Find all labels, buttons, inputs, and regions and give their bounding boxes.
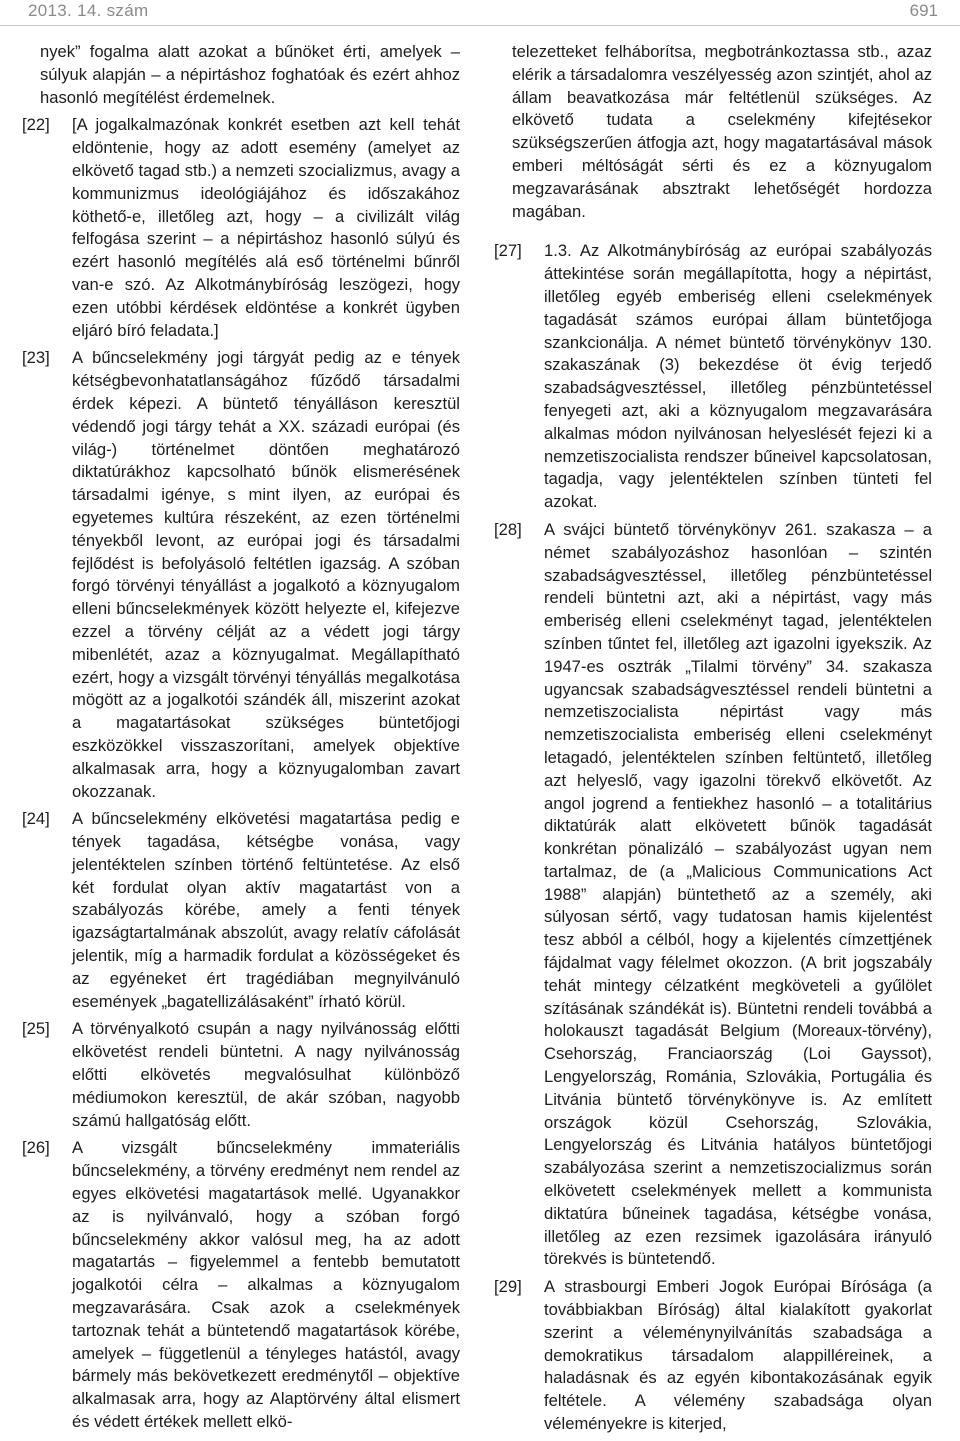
- paragraph-27: [494, 240, 932, 514]
- paragraph-text: A bűncselekmény elkövetési magatartása pedig e tények tagadása, kétségbe vonása, vagy jelentéktelen színben történő feltüntetése. Az első két fordulat olyan aktív magatartást von a szabályozás körébe, amely a fenti tények igazságtartalmának abszolút, avagy relatív cáfolását jelentik, míg a harmadik fordulat a közösségeket és az egyéneket ért tragédiában megnyilvánuló események „bagatellizálásaként” írható körül.: [72, 809, 460, 1011]
- paragraph-number: [25]: [22, 1019, 50, 1039]
- paragraph-29: [494, 1276, 932, 1436]
- paragraph-number: [22]: [22, 115, 50, 135]
- paragraph-text: A vizsgált bűncselekmény immateriális bűncselekmény, a törvény eredményt nem rendel az egyes elkövetési magatartások mellé. Ugyanakkor az is nyilvánvaló, hogy a szóban forgó bűncselekmény akkor valósul meg, ha az adott magatartás – figyelemmel a fentebb bemutatott jogalkotói célra – alkalmas a köznyugalom megzavarására. Csak azok a cselekmények tartoznak tehát a büntetendő magatartások körébe, amelyek – függetlenül a tényleges hatástól, avagy bármely más bekövetkezett eredménytől – objektíve alkalmasak arra, hogy az Alaptörvény által elismert és védett értékek mellett elkö-: [72, 1138, 460, 1432]
- paragraph-number: [27]: [494, 241, 522, 261]
- paragraph-text: nyek” fogalma alatt azokat a bűnöket érti, amelyek – súlyuk alapján – a népirtáshoz foghatóak és ezért ahhoz hasonló megítélést érdemelnek.: [40, 42, 460, 107]
- paragraph-24: [22, 808, 460, 1013]
- paragraph-number: [24]: [22, 809, 50, 829]
- paragraph-number: [28]: [494, 519, 522, 539]
- paragraph-26: [22, 1137, 460, 1433]
- paragraph-number: [26]: [22, 1138, 50, 1158]
- paragraph-25: [22, 1018, 460, 1132]
- page-number: 691: [909, 1, 938, 20]
- paragraph-22: [22, 114, 460, 342]
- paragraph-number: [29]: [494, 1277, 522, 1297]
- paragraph-number: [23]: [22, 348, 50, 368]
- paragraph-gap: [494, 228, 932, 240]
- paragraph-28: [494, 519, 932, 1271]
- paragraph-continuation: [494, 41, 932, 223]
- page-header: [0, 0, 960, 26]
- paragraph-continuation: [22, 41, 460, 109]
- paragraph-text: [A jogalkalmazónak konkrét esetben azt kell tehát eldöntenie, hogy az adott esemény (amelyet az elkövető tagad stb.) a nemzeti szocializmus, avagy a kommunizmus ideológiájához és időszakához köthető-e, illetőleg azt, hogy – a civilizált világ felfogása szerint – a népirtáshoz hasonló súlyú és ezért hasonló megítélés alá eső történelmi bűnről van-e szó. Az Alkotmánybíróság leszögezi, hogy ezen utóbbi kérdések eldöntése a konkrét ügyben eljáró bíró feladata.]: [72, 115, 460, 340]
- paragraph-text: telezetteket felháborítsa, megbotránkoztassa stb., azaz elérik a társadalomra veszélyesség azon szintjét, ahol az állam beavatkozása már feltétlenül szükséges. Az elkövető tudata a cselekmény kifejtésekor szükségszerűen átfogja azt, hogy magatartásával mások emberi méltóságát sérti és ez a köznyugalom megzavarásának absztrakt lehetőségét hordozza magában.: [512, 42, 932, 221]
- left-column: [22, 41, 460, 1439]
- right-column: [494, 41, 932, 1441]
- paragraph-text: 1.3. Az Alkotmánybíróság az európai szabályozás áttekintése során megállapította, hogy a népirtást, illetőleg egyéb emberiség elleni cselekmények tagadását számos európai állam büntetőjoga szankcionálja. A német büntető törvénykönyv 130. szakaszának (3) bekezdése öt évig terjedő szabadságvesztéssel, illetőleg pénzbüntetéssel fenyegeti azt, aki a köznyugalom megzavarására alkalmas módon nyilvánosan helyeslését fejezi ki a nemzetiszocialista rendszer bűneivel kapcsolatosan, tagadja, vagy jelentéktelen színben tünteti fel azokat.: [544, 241, 932, 512]
- paragraph-text: A svájci büntető törvénykönyv 261. szakasza – a német szabályozáshoz hasonlóan – szintén szabadságvesztéssel, illetőleg pénzbüntetéssel rendeli büntetni azt, aki a népirtást, vagy más emberiség elleni cselekményt tagad, jelentéktelen színben tűntet fel, illetőleg azt igazolni igyekszik. Az 1947-es osztrák „Tilalmi törvény” 34. szakasza ugyancsak szabadságvesztéssel rendeli büntetni a nemzetiszocialista népirtást vagy más nemzetiszocialista emberiség elleni cselekményt letagadó, jelentéktelen színben feltüntető, illetőleg azt helyeslő, vagy igazolni törekvő elkövetőt. Az angol jogrend a fentiekhez hasonló – a totalitárius diktatúrák alatt elkövetett bűnök tagadását konkrétan pönalizáló – szabályozást ugyan nem tartalmaz, de (a „Malicious Communications Act 1988” alapján) büntethető az a személy, aki súlyosan sértő, vagy tudatosan hamis kijelentést tesz abból a célból, hogy a kijelentés címzettjének fájdalmat vagy félelmet okozzon. (A brit jogszabály tehát mintegy célzatként megköveteli a gyűlölet szításának szándékát is). Büntetni rendeli továbbá a holokauszt tagadását Belgium (Moreaux-törvény), Csehország, Franciaország (Loi Gayssot), Lengyelország, Románia, Szlovákia, Portugália és Litvánia büntető törvénykönyve is. Az említett országok közül Csehország, Szlovákia, Lengyelország és Litvánia hatályos büntetőjogi szabályozása szerint a nemzetiszocializmus során elkövetett cselekmények mellett a kommunista diktatúra bűneinek tagadása, kétségbe vonása, illetőleg az ezen rezsimek igazolására irányuló törekvés is büntetendő.: [544, 519, 932, 1269]
- header-divider: [0, 25, 960, 26]
- paragraph-23: [22, 347, 460, 803]
- issue-label: 2013. 14. szám: [28, 1, 149, 20]
- paragraph-text: A törvényalkotó csupán a nagy nyilvánosság előtti elkövetést rendeli büntetni. A nagy nyilvánosság előtti elkövetés megvalósulhat különböző médiumokon keresztül, de akár szóban, nagyobb számú hallgatóság előtt.: [72, 1019, 460, 1130]
- paragraph-text: A strasbourgi Emberi Jogok Európai Bírósága (a továbbiakban Bíróság) által kialakított gyakorlat szerint a véleménynyilvánítás szabadsága a demokratikus társadalom alappilléreinek, a haladásnak és az egyén kibontakozásának egyik feltétele. A vélemény szabadsága olyan véleményekre is kiterjed,: [544, 1277, 932, 1434]
- paragraph-text: A bűncselekmény jogi tárgyát pedig az e tények kétségbevonhatatlanságához fűződő társadalmi érdek képezi. A büntető tényálláson keresztül védendő jogi tárgy tehát a XX. századi európai (és világ-) történelmet döntően meghatározó diktatúrákhoz kapcsolható bűnök elismerésének társadalmi igénye, s mint ilyen, az európai és egyetemes kultúra részeként, az ezen történelmi tényekből levont, az európai jogi és társadalmi fejlődést is befolyásoló feltétlen igazság. A szóban forgó törvényi tényállást a jogalkotó a köznyugalom elleni bűncselekmények között helyezte el, kifejezve ezzel a törvény célját az a védett jogi tárgy mibenlétét, azaz a köznyugalmat. Megállapítható ezért, hogy a vizsgált törvényi tényállás megalkotása mögött az a jogalkotói szándék áll, miszerint azokat a magatartásokat szükséges büntetőjogi eszközökkel visszaszorítani, amelyek objektíve alkalmasak arra, hogy a köznyugalomban zavart okozzanak.: [72, 348, 460, 801]
